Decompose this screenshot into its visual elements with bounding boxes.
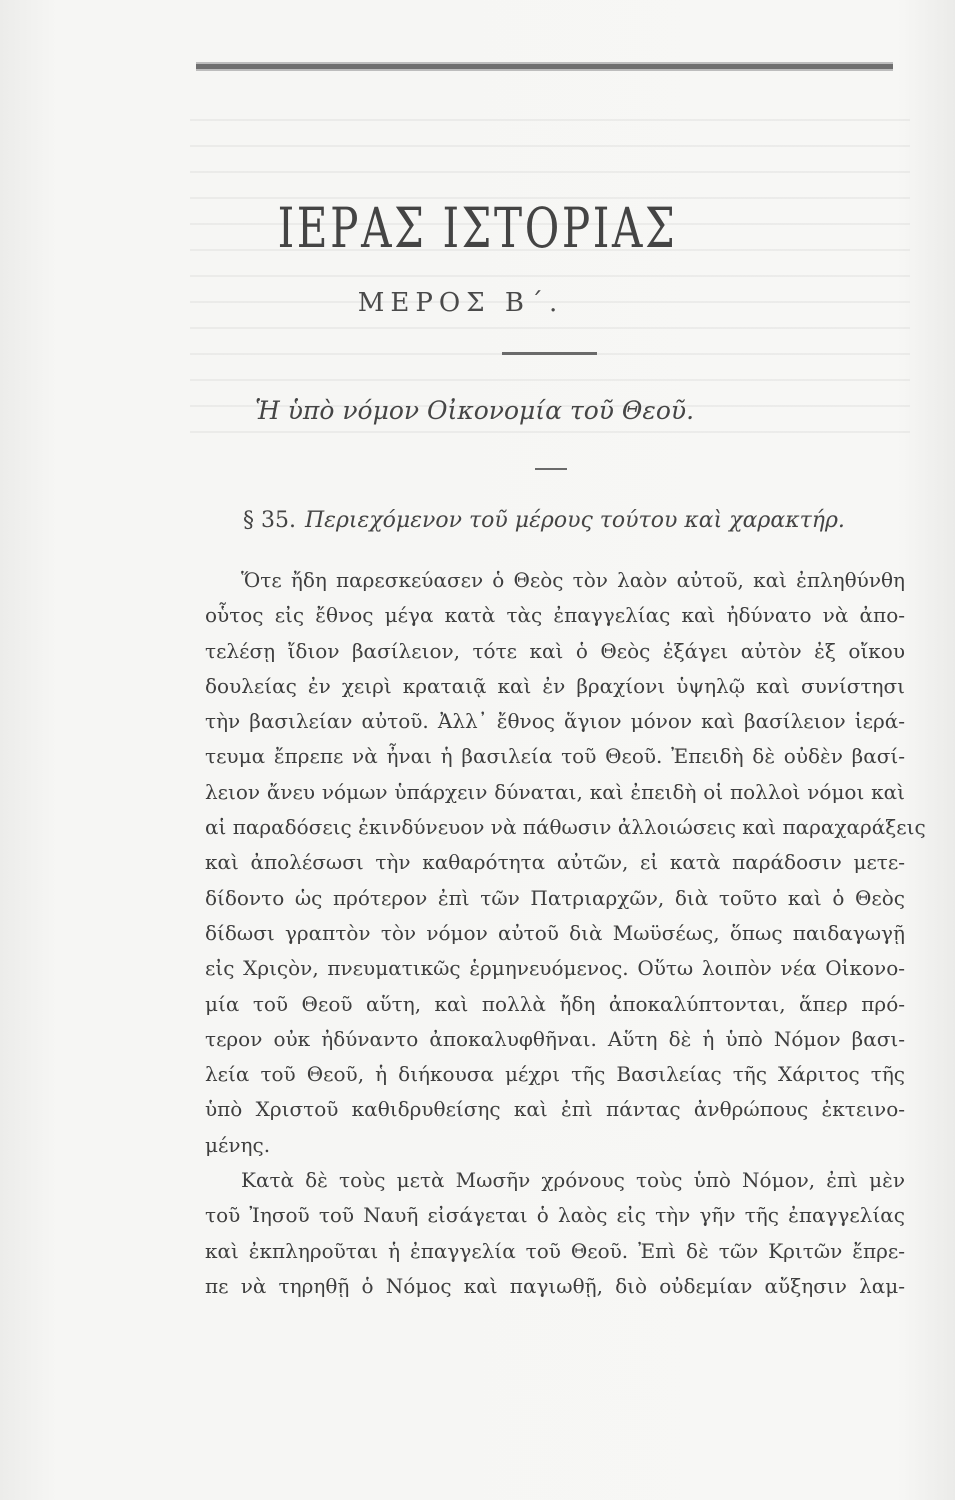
title-divider xyxy=(502,352,597,355)
section-title: Περιεχόμενον τοῦ μέρους τούτου καὶ χαρακτήρ. xyxy=(304,508,845,533)
top-ornamental-rule xyxy=(196,62,893,71)
text-line: τὴν βασιλείαν αὐτοῦ. Ἀλλ᾽ ἔθνος ἅγιον μόνον καὶ βασίλειον ἱερά- xyxy=(205,709,905,734)
chapter-subtitle: Ἡ ὑπὸ νόμον Οἰκονομία τοῦ Θεοῦ. xyxy=(254,396,695,425)
text-line: τοῦ Ἰησοῦ τοῦ Ναυῆ εἰσάγεται ὁ λαὸς εἰς τὴν γῆν τῆς ἐπαγγελίας xyxy=(205,1203,905,1228)
text-line: λεία τοῦ Θεοῦ, ἡ διήκουσα μέχρι τῆς Βασιλείας τῆς Χάριτος τῆς xyxy=(205,1062,905,1087)
section-heading xyxy=(243,508,845,533)
text-line: Ὅτε ἤδη παρεσκεύασεν ὁ Θεὸς τὸν λαὸν αὐτοῦ, καὶ ἐπληθύνθη xyxy=(241,568,905,592)
text-line: καὶ ἀπολέσωσι τὴν καθαρότητα αὐτῶν, εἰ κατὰ παράδοσιν μετε- xyxy=(205,850,905,875)
text-line: δίδωσι γραπτὸν τὸν νόμον αὐτοῦ διὰ Μωϋσέως, ὅπως παιδαγωγῇ xyxy=(205,920,905,945)
text-line: αἱ παραδόσεις ἐκινδύνευον νὰ πάθωσιν ἀλλοιώσεις καὶ παραχαράξεις xyxy=(205,815,926,840)
show-through-text xyxy=(190,95,910,435)
text-line: τελέσῃ ἴδιον βασίλειον, τότε καὶ ὁ Θεὸς ἐξάγει αὐτὸν ἐξ οἴκου xyxy=(205,638,905,663)
part-label: ΜΕΡΟΣ Β΄. xyxy=(357,288,564,318)
text-line: οὗτος εἰς ἔθνος μέγα κατὰ τὰς ἐπαγγελίας καὶ ἠδύνατο νὰ ἀπο- xyxy=(205,603,905,628)
subtitle-divider xyxy=(535,468,567,470)
text-line: τερον οὐκ ἠδύναντο ἀποκαλυφθῆναι. Αὕτη δὲ ἡ ὑπὸ Νόμον βασι- xyxy=(205,1026,905,1051)
section-number: § 35. xyxy=(243,508,296,533)
text-line: λειον ἄνευ νόμων ὑπάρχειν δύναται, καὶ ἐπειδὴ οἱ πολλοὶ νόμοι καὶ xyxy=(205,779,905,804)
text-line: τευμα ἔπρεπε νὰ ἦναι ἡ βασιλεία τοῦ Θεοῦ. Ἐπειδὴ δὲ οὐδὲν βασί- xyxy=(205,744,905,769)
text-line: Κατὰ δὲ τοὺς μετὰ Μωσῆν χρόνους τοὺς ὑπὸ Νόμον, ἐπὶ μὲν xyxy=(241,1168,905,1193)
body-text xyxy=(205,563,926,1304)
text-line: πε νὰ τηρηθῇ ὁ Νόμος καὶ παγιωθῇ, διὸ οὐδεμίαν αὔξησιν λαμ- xyxy=(205,1273,905,1298)
text-line: εἰς Χριςὸν, πνευματικῶς ἑρμηνευόμενος. Οὕτω λοιπὸν νέα Οἰκονο- xyxy=(205,956,905,981)
text-line: μία τοῦ Θεοῦ αὕτη, καὶ πολλὰ ἤδη ἀποκαλύπτονται, ἅπερ πρό- xyxy=(205,991,905,1016)
text-line: καὶ ἐκπληροῦται ἡ ἐπαγγελία τοῦ Θεοῦ. Ἐπὶ δὲ τῶν Κριτῶν ἔπρε- xyxy=(205,1238,905,1263)
text-line: ὑπὸ Χριστοῦ καθιδρυθείσης καὶ ἐπὶ πάντας ἀνθρώπους ἐκτεινο- xyxy=(205,1097,905,1122)
text-line: δίδοντο ὡς πρότερον ἐπὶ τῶν Πατριαρχῶν, διὰ τοῦτο καὶ ὁ Θεὸς xyxy=(205,885,905,910)
text-line: δουλείας ἐν χειρὶ κραταιᾷ καὶ ἐν βραχίονι ὑψηλῷ καὶ συνίστησι xyxy=(205,673,905,698)
text-line: μένης. xyxy=(205,1132,271,1157)
page-title: ΙΕΡΑΣ ΙΣΤΟΡΙΑΣ xyxy=(277,196,678,261)
